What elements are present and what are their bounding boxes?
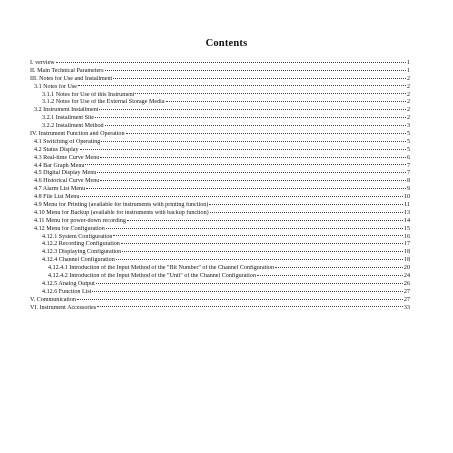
toc-entry[interactable] (30, 92, 410, 100)
toc-entry-page-number: 13 (403, 209, 410, 216)
dot-leader (96, 283, 403, 284)
toc-entry-title: 4.12.6 Function List (42, 288, 92, 295)
dot-leader (126, 133, 406, 134)
dot-leader (85, 164, 406, 165)
toc-entry[interactable] (30, 115, 410, 123)
toc-entry[interactable] (30, 84, 410, 92)
toc-entry-page-number: 24 (403, 273, 410, 280)
toc-entry-title: 3.2 Instrument Installment (34, 107, 99, 114)
toc-entry-title: I. verview (30, 60, 55, 66)
toc-entry-title: 4.7 Alarm List Menu (34, 186, 86, 193)
toc-entry[interactable] (30, 226, 410, 234)
toc-entry-title: 4.4 Bar Graph Menu (34, 162, 85, 169)
toc-entry[interactable] (30, 305, 410, 313)
toc-entry-title: V. Communication (30, 296, 76, 303)
toc-entry-title: II. Main Technical Parameters (30, 67, 104, 74)
table-of-contents (30, 60, 410, 313)
toc-entry-title: VI. Instrument Accessories (30, 304, 97, 311)
toc-entry-page-number: 6 (406, 154, 410, 161)
dot-leader (80, 149, 406, 150)
toc-entry[interactable] (30, 202, 410, 210)
toc-entry-title: 4.11 Menu for power-down recording (34, 217, 126, 224)
toc-entry-page-number: 8 (406, 178, 410, 185)
toc-entry-title: 4.12.1 System Configuration (42, 233, 113, 240)
toc-entry-page-number: 17 (403, 241, 410, 248)
toc-entry-title: 4.12.4 Channel Configuration (42, 257, 115, 264)
toc-entry[interactable] (30, 99, 410, 107)
toc-entry-page-number: 7 (406, 170, 410, 177)
toc-entry[interactable] (30, 186, 410, 194)
toc-entry-title: 4.12.3 Displaying Configuration (42, 249, 122, 256)
toc-entry[interactable] (30, 234, 410, 242)
toc-entry-page-number: 7 (406, 162, 410, 169)
dot-leader (135, 93, 406, 94)
dot-leader (100, 180, 406, 181)
dot-leader (116, 259, 403, 260)
toc-entry[interactable] (30, 147, 410, 155)
toc-entry-page-number: 11 (404, 202, 410, 209)
toc-entry-page-number: 9 (406, 186, 410, 193)
toc-entry-page-number: 26 (403, 280, 410, 287)
toc-entry[interactable] (30, 289, 410, 297)
dot-leader (101, 141, 406, 142)
toc-entry-page-number: 2 (406, 75, 410, 82)
toc-entry[interactable] (30, 297, 410, 305)
toc-entry-title: 3.1.1 Notes for Use of this Instrument (42, 91, 135, 98)
toc-entry[interactable] (30, 68, 410, 76)
toc-entry-title: 4.12.5 Analog Output (42, 280, 95, 287)
toc-entry-title: 4.9 Menu for Printing (available for instruments with printing function) (34, 202, 209, 209)
dot-leader (275, 267, 403, 268)
dot-leader (209, 204, 403, 205)
toc-entry[interactable] (30, 131, 410, 139)
toc-entry[interactable] (30, 273, 410, 281)
toc-entry-page-number: 5 (406, 146, 410, 153)
dot-leader (122, 251, 403, 252)
toc-entry-title: III. Notes for Use and Installment (30, 75, 113, 82)
toc-entry-title: 3.2.1 Installment Site (42, 115, 95, 122)
toc-entry[interactable] (30, 194, 410, 202)
toc-entry[interactable] (30, 155, 410, 163)
toc-entry-page-number: 5 (406, 131, 410, 138)
dot-leader (92, 291, 402, 292)
dot-leader (105, 125, 406, 126)
dot-leader (105, 70, 406, 71)
toc-entry-page-number: 1 (406, 67, 410, 74)
toc-entry[interactable] (30, 139, 410, 147)
toc-entry-page-number: 15 (403, 225, 410, 232)
dot-leader (78, 85, 406, 86)
dot-leader (127, 220, 403, 221)
toc-entry[interactable] (30, 163, 410, 171)
toc-entry-page-number: 2 (406, 107, 410, 114)
toc-entry-title: 4.3 Real-time Curve Menu (34, 154, 100, 161)
toc-entry[interactable] (30, 123, 410, 131)
dot-leader (210, 212, 403, 213)
toc-entry-title: 4.1 Switching of Operating (34, 138, 101, 145)
toc-entry[interactable] (30, 241, 410, 249)
toc-entry-title: 4.8 File List Menu (34, 194, 80, 201)
dot-leader (100, 157, 406, 158)
toc-entry[interactable] (30, 210, 410, 218)
dot-leader (257, 275, 403, 276)
toc-entry-page-number: 2 (406, 83, 410, 90)
toc-entry-page-number: 20 (403, 265, 410, 272)
dot-leader (113, 78, 406, 79)
toc-entry[interactable] (30, 281, 410, 289)
toc-entry-page-number: 27 (403, 288, 410, 295)
dot-leader (86, 188, 406, 189)
toc-entry-page-number: 5 (406, 138, 410, 145)
toc-entry-page-number: 10 (403, 194, 410, 201)
toc-entry[interactable] (30, 218, 410, 226)
dot-leader (113, 235, 402, 236)
toc-entry-page-number: 18 (403, 257, 410, 264)
toc-entry-page-number: 2 (406, 99, 410, 106)
toc-entry-page-number: 2 (406, 115, 410, 122)
toc-entry-title: 4.12 Menu for Configuration (34, 225, 105, 232)
toc-entry-page-number: 1 (406, 60, 410, 66)
toc-entry-title: IV. Instrument Function and Operation (30, 131, 125, 138)
toc-entry-title: 4.5 Digital Display Menu (34, 170, 97, 177)
toc-entry[interactable] (30, 60, 410, 68)
toc-entry-title: 3.2.2 Installment Method (42, 123, 104, 130)
dot-leader (97, 306, 403, 307)
dot-leader (166, 101, 406, 102)
toc-entry-page-number: 27 (403, 296, 410, 303)
dot-leader (95, 117, 406, 118)
toc-entry-page-number: 18 (403, 249, 410, 256)
page-title: Contents (205, 38, 248, 49)
toc-entry-page-number: 16 (403, 233, 410, 240)
dot-leader (97, 172, 406, 173)
toc-entry-title: 4.12.4.2 Introduction of the Input Method of the "Unit" of the Channel Configuration (48, 273, 256, 280)
toc-entry-title: 4.2 Status Display (34, 146, 79, 153)
dot-leader (121, 243, 403, 244)
toc-entry-page-number: 33 (403, 304, 410, 311)
toc-entry[interactable] (30, 265, 410, 273)
toc-entry-title: 3.1.2 Notes for Use of the External Storage Media (42, 99, 165, 106)
toc-entry-title: 4.10 Menu for Backup (available for instruments with backup function) (34, 209, 209, 216)
toc-entry[interactable] (30, 178, 410, 186)
toc-entry-page-number: 2 (406, 91, 410, 98)
dot-leader (77, 299, 403, 300)
dot-leader (106, 228, 403, 229)
toc-entry[interactable] (30, 107, 410, 115)
toc-entry-title: 4.6 Historical Curve Menu (34, 178, 100, 185)
toc-entry-title: 4.12.2 Recording Configuration (42, 241, 120, 248)
toc-entry[interactable] (30, 257, 410, 265)
toc-entry-page-number: 14 (403, 217, 410, 224)
toc-entry-title: 3.1 Notes for Use (34, 83, 77, 90)
dot-leader (80, 196, 403, 197)
toc-entry[interactable] (30, 170, 410, 178)
toc-entry[interactable] (30, 249, 410, 257)
toc-entry-title: 4.12.4.1 Introduction of the Input Method of the "Bit Number" of the Channel Configuration (48, 265, 275, 272)
toc-entry-page-number: 3 (406, 123, 410, 130)
dot-leader (99, 109, 405, 110)
toc-entry[interactable] (30, 76, 410, 84)
dot-leader (56, 62, 406, 63)
